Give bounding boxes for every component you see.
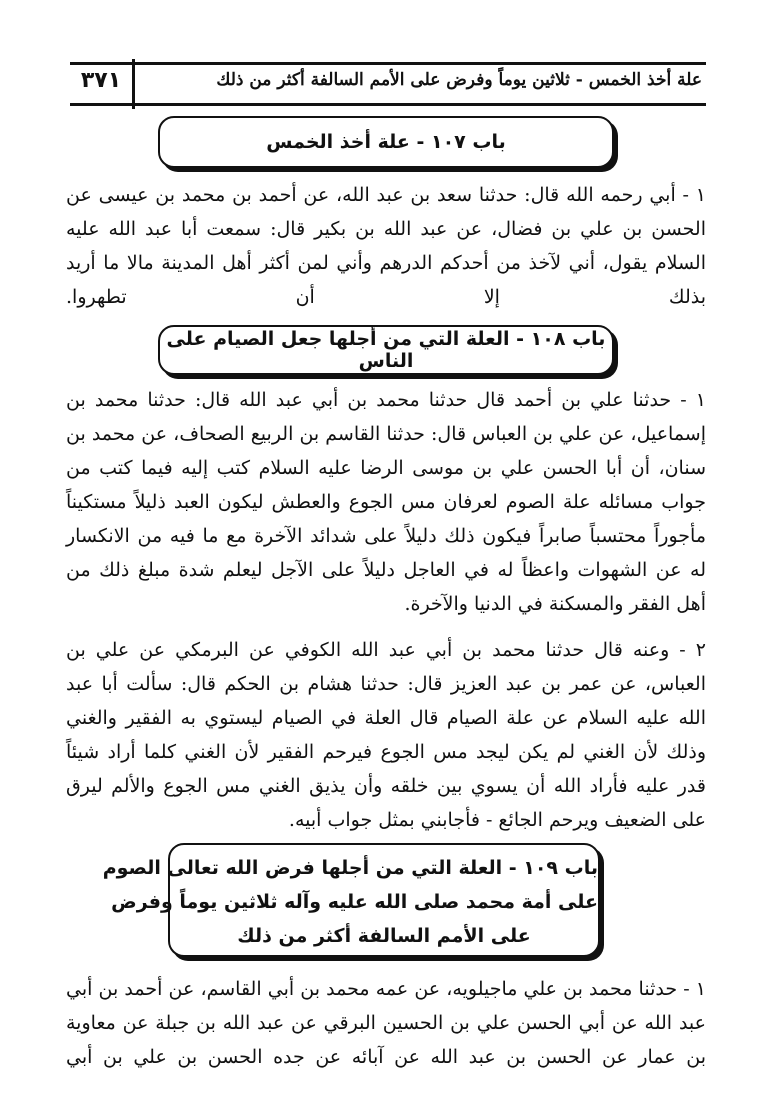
- header-divider: [132, 59, 135, 109]
- chapter-108-paragraph-1: ١ - حدثنا علي بن أحمد قال حدثنا محمد بن أبي عبد الله قال: حدثنا محمد بن إسماعيل، عن علي بن العباس قال: حدثنا القاسم بن الربيع الصحاف، عن محمد بن سنان، أن أبا الحسن علي بن موسى الرضا عليه السلام كتب إليه فيما كتب من جواب مسائله علة الصوم لعرفان مس الجوع والعطش ليكون العبد ذليلاً مستكيناً مأجوراً محتسباً صابراً فيكون ذلك دليلاً على شدائد الآخرة مع ما فيه من الانكسار له عن الشهوات واعظاً له في العاجل دليلاً على الآجل ليعلم شدة مبلغ ذلك من أهل الفقر والمسكنة في الدنيا والآخرة.: [66, 389, 706, 615]
- chapter-107-paragraph-1: ١ - أبي رحمه الله قال: حدثنا سعد بن عبد الله، عن أحمد بن محمد بن عيسى عن الحسن بن علي بن فضال، عن عبد الله بن بكير قال: سمعت أبا عبد الله عليه السلام يقول، أني لآخذ من أحدكم الدرهم وأني لمن أكثر أهل المدينة مالا ما أريد بذلك إلا أن تطهروا.: [66, 184, 706, 308]
- chapter-108-paragraph-2: ٢ - وعنه قال حدثنا محمد بن أبي عبد الله الكوفي عن البرمكي عن علي بن العباس، عن عمر بن عبد العزيز قال: حدثنا هشام بن الحكم قال: سألت أبا عبد الله عليه السلام عن علة الصيام قال العلة في الصيام ليستوي به الفقير والغني وذلك لأن الغني لم يكن ليجد مس الجوع فيرحم الفقير لأن الغني كلما أراد شيئاً قدر عليه فأراد الله أن يسوي بين خلقه وأن يذيق الغني مس الجوع والألم ليرق على الضعيف ويرحم الجائع - فأجابني بمثل جواب أبيه.: [66, 639, 706, 831]
- page-number: ٣٧١: [80, 68, 122, 93]
- chapter-109-title-line-1: باب ١٠٩ - العلة التي من أجلها فرض الله تعالى الصوم: [102, 857, 598, 879]
- chapter-107-title-box: [158, 116, 614, 168]
- chapter-108-title-box: [158, 325, 614, 375]
- chapter-109-title-line-2: على أمة محمد صلى الله عليه وآله ثلاثين يوماً وفرض: [111, 891, 598, 913]
- running-header: [70, 62, 706, 106]
- running-title: علة أخذ الخمس - ثلاثين يوماً وفرض على الأمم السالفة أكثر من ذلك: [216, 70, 702, 90]
- chapter-107-title: باب ١٠٧ - علة أخذ الخمس: [266, 131, 506, 153]
- chapter-109-paragraph-1: ١ - حدثنا محمد بن علي ماجيلويه، عن عمه محمد بن أبي القاسم، عن أحمد بن أبي عبد الله عن أبي الحسن علي بن الحسين البرقي عن عبد الله بن جبلة عن معاوية بن عمار عن الحسن بن عبد الله عن آبائه عن جده الحسن بن علي بن أبي: [66, 978, 706, 1068]
- chapter-108-title: باب ١٠٨ - العلة التي من أجلها جعل الصيام على الناس: [166, 328, 606, 372]
- chapter-109-title-line-3: على الأمم السالفة أكثر من ذلك: [237, 925, 531, 947]
- chapter-109-title-box: [102, 843, 600, 957]
